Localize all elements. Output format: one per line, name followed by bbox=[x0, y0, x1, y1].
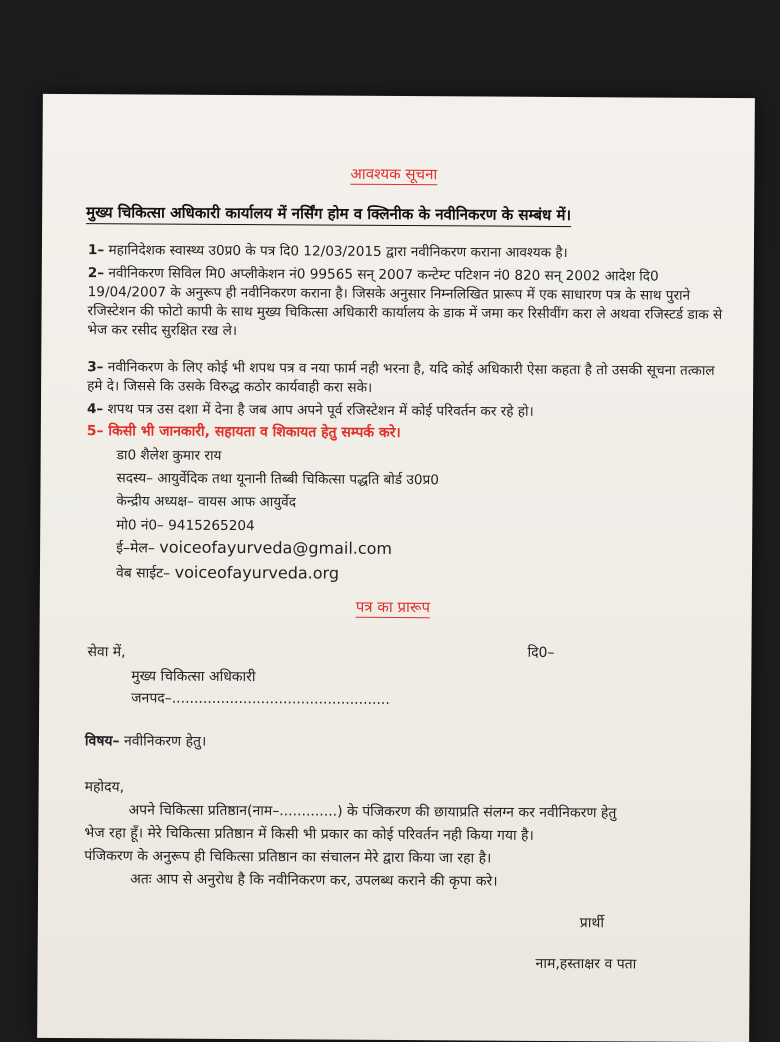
notice-paper bbox=[37, 94, 755, 1042]
letter-body-line: अपने चिकित्सा प्रतिष्ठान(नाम–.............) के पंजिकरण की छायाप्रति संलग्न कर नवीनिकरण हेतु bbox=[128, 802, 617, 822]
letter-to: सेवा में, bbox=[87, 644, 126, 661]
letter-format-heading: पत्र का प्रारूप bbox=[355, 597, 431, 617]
point-1: 1– महानिदेशक स्वास्थ्य उ0प्र0 के पत्र दि0 12/03/2015 द्वारा नवीनिकरण कराना आवश्यक है। bbox=[87, 242, 568, 262]
website-address: voiceofayurveda.org bbox=[174, 562, 340, 583]
notice-subject: मुख्य चिकित्सा अधिकारी कार्यालय में नर्सिंग होम व क्लिनीक के नवीनिकरण के सम्बंध में। bbox=[86, 202, 571, 225]
letter-subject: विषय– नवीनिकरण हेतु। bbox=[84, 733, 207, 750]
letter-salutation: महोदय, bbox=[84, 779, 125, 796]
point-2: 2– नवीनिकरण सिविल मि0 अप्लीकेशन नं0 99565 सन् 2007 कन्टेम्ट पटिशन नं0 820 सन् 2002 आदेश दि0 19/04/2007 के अनुरूप ही नवीनिकरण कराना है। जिसके अनुसार निम्नलिखित प्रारूप में एक साधारण पत्र के साथ पुराने रजिस्टेशन की फोटो कापी के साथ मुख्य चिकित्सा अधिकारी कार्यालय के डाक में जमा कर रिसीवींग करा ले अथवा रजिस्टर्ड डाक से भेज कर रसीद सुरक्षित रख ले। bbox=[87, 265, 723, 340]
letter-body-line: भेज रहा हूँ। मेरे चिकित्सा प्रतिष्ठान में किसी भी प्रकार का कोई परिवर्तन नही किया गया है। bbox=[84, 825, 534, 844]
contact-website: वेब साईट– voiceofayurveda.org bbox=[115, 562, 340, 583]
contact-email: ई–मेल– voiceofayurveda@gmail.com bbox=[116, 537, 393, 558]
notice-heading: आवश्यक सूचना bbox=[350, 164, 438, 184]
letter-signature: नाम,हस्ताक्षर व पता bbox=[535, 955, 637, 973]
contact-president: केन्द्रीय अध्यक्ष– वायस आफ आयुर्वेद bbox=[116, 493, 297, 511]
email-address: voiceofayurveda@gmail.com bbox=[159, 537, 393, 558]
letter-body-line: अतः आप से अनुरोध है कि नवीनिकरण कर, उपलब्ध कराने की कृपा करे। bbox=[130, 871, 498, 890]
contact-mobile: मो0 नं0– 9415265204 bbox=[116, 517, 255, 535]
point-3: 3– नवीनिकरण के लिए कोई भी शपथ पत्र व नया फार्म नही भरना है, यदि कोई अधिकारी ऐसा कहता है तो उसकी सूचना तत्काल हमे दे। जिससे कि उसके विरुद्ध कठोर कार्यवाही करा सके। bbox=[87, 359, 715, 396]
contact-member: सदस्य– आयुर्वेदिक तथा यूनानी तिब्बी चिकित्सा पद्धति बोर्ड उ0प्र0 bbox=[116, 470, 439, 489]
letter-district: जनपद–................................................. bbox=[131, 690, 390, 708]
letter-applicant: प्रार्थी bbox=[579, 915, 605, 932]
point-4: 4– शपथ पत्र उस दशा में देना है जब आप अपने पूर्व रजिस्टेशन में कोई परिवर्तन कर रहे हो। bbox=[86, 401, 534, 420]
letter-date: दि0– bbox=[527, 644, 555, 661]
contact-name: डा0 शैलेश कुमार राय bbox=[116, 447, 222, 464]
letter-recipient: मुख्य चिकित्सा अधिकारी bbox=[131, 668, 256, 686]
letter-body-line: पंजिकरण के अनुरूप ही चिकित्सा प्रतिष्ठान का संचालन मेरे द्वारा किया जा रहा है। bbox=[84, 848, 492, 867]
point-5: 5– किसी भी जानकारी, सहायता व शिकायत हेतु सम्पर्क करे। bbox=[86, 423, 401, 442]
